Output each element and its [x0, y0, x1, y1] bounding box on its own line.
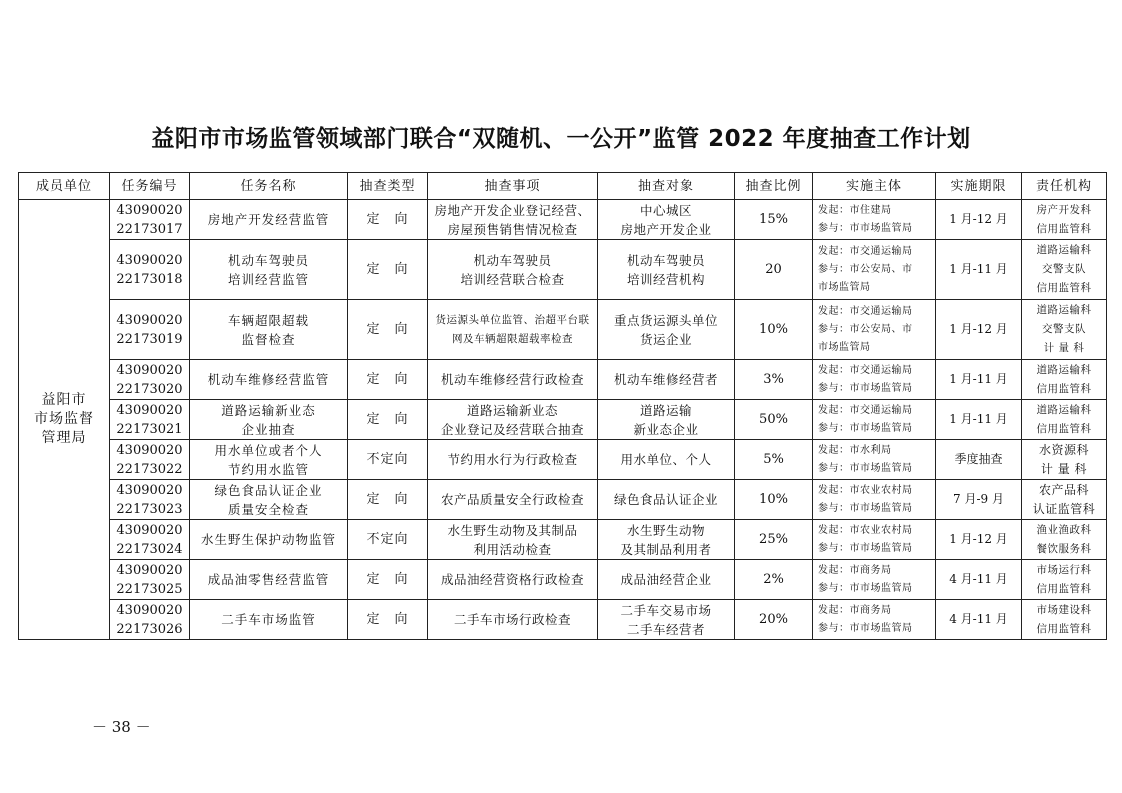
inspection-matter-cell: [428, 200, 598, 240]
implementing-body-line: 发起：市交通运输局: [818, 364, 913, 376]
implementation-period-cell: 1 月-11 月: [936, 400, 1022, 440]
responsible-org-cell: [1022, 440, 1107, 480]
inspection-matter-line: 节约用水行为行政检查: [447, 452, 578, 467]
inspection-ratio-cell: 20%: [735, 600, 813, 640]
inspection-target-cell: [598, 440, 735, 480]
inspection-ratio-cell: 3%: [735, 360, 813, 400]
inspection-matter-line: 机动车维修经营行政检查: [440, 372, 584, 387]
responsible-org-cell: [1022, 360, 1107, 400]
task-name-cell: [190, 600, 348, 640]
inspection-matter-line: 培训经营联合检查: [460, 271, 565, 287]
inspection-type-cell: 定 向: [348, 600, 428, 640]
task-code-line: 22173025: [116, 581, 183, 597]
task-code-line: 22173019: [116, 331, 183, 347]
implementing-body-line: 参与：市市场监管局: [818, 462, 913, 474]
member-unit-line: 市场监督: [34, 411, 94, 427]
responsible-org-line: 信用监管科: [1036, 382, 1092, 395]
table-row: [19, 360, 1107, 400]
table-row: [19, 400, 1107, 440]
implementing-body-line: 发起：市交通运输局: [818, 245, 913, 257]
task-code-line: 22173021: [116, 421, 183, 437]
implementation-period-cell: 4 月-11 月: [936, 600, 1022, 640]
inspection-type-cell: 不定向: [348, 440, 428, 480]
inspection-matter-line: 房地产开发企业登记经营、: [434, 202, 591, 218]
responsible-org-line: 房产开发科: [1036, 203, 1092, 216]
task-code-cell: [110, 360, 190, 400]
header-cell: 实施期限: [936, 173, 1022, 200]
responsible-org-line: 渔业渔政科: [1036, 523, 1092, 536]
task-code-line: 43090020: [116, 482, 183, 498]
inspection-type-cell: 不定向: [348, 520, 428, 560]
implementing-body-cell: [813, 300, 936, 360]
inspection-target-line: 道路运输: [639, 402, 692, 418]
task-code-line: 22173017: [116, 221, 183, 237]
member-unit-line: 管理局: [41, 430, 87, 446]
implementation-period-cell: 4 月-11 月: [936, 560, 1022, 600]
inspection-matter-line: 货运源头单位监管、治超平台联: [435, 313, 590, 326]
inspection-matter-cell: [428, 560, 598, 600]
inspection-target-line: 用水单位、个人: [620, 452, 712, 467]
task-code-line: 43090020: [116, 252, 183, 268]
implementing-body-line: 参与：市市场监管局: [818, 542, 913, 554]
inspection-matter-line: 二手车市场行政检查: [453, 612, 571, 627]
inspection-target-line: 二手车交易市场: [620, 602, 712, 618]
responsible-org-line: 市场运行科: [1036, 563, 1092, 576]
task-name-line: 机动车驾驶员: [227, 252, 309, 268]
inspection-target-cell: [598, 600, 735, 640]
task-code-line: 43090020: [116, 362, 183, 378]
task-name-cell: [190, 200, 348, 240]
implementing-body-line: 发起：市农业农村局: [818, 524, 913, 536]
inspection-matter-cell: [428, 480, 598, 520]
inspection-type-cell: 定 向: [348, 200, 428, 240]
inspection-target-line: 机动车维修经营者: [613, 372, 718, 387]
inspection-type-cell: 定 向: [348, 560, 428, 600]
task-code-line: 22173023: [116, 501, 183, 517]
inspection-type-cell: 定 向: [348, 360, 428, 400]
inspection-ratio-cell: 5%: [735, 440, 813, 480]
responsible-org-line: 信用监管科: [1036, 282, 1092, 294]
implementing-body-line: 参与：市公安局、市: [818, 323, 913, 335]
task-code-cell: [110, 240, 190, 300]
table-row: [19, 600, 1107, 640]
implementing-body-cell: [813, 200, 936, 240]
implementing-body-line: 参与：市公安局、市: [818, 263, 913, 275]
implementation-period-cell: 7 月-9 月: [936, 480, 1022, 520]
inspection-ratio-cell: 10%: [735, 480, 813, 520]
task-name-line: 房地产开发经营监管: [207, 212, 330, 227]
task-code-cell: [110, 200, 190, 240]
responsible-org-line: 交警支队: [1042, 323, 1086, 335]
responsible-org-line: 道路运输科: [1036, 304, 1092, 316]
inspection-target-line: 中心城区: [639, 202, 692, 218]
inspection-matter-line: 利用活动检查: [473, 541, 552, 557]
task-code-line: 22173022: [116, 461, 183, 477]
task-code-line: 43090020: [116, 562, 183, 578]
task-name-cell: [190, 400, 348, 440]
inspection-matter-cell: [428, 400, 598, 440]
inspection-target-line: 机动车驾驶员: [626, 252, 705, 268]
inspection-target-cell: [598, 360, 735, 400]
task-code-line: 22173024: [116, 541, 183, 557]
table-row: [19, 440, 1107, 480]
inspection-type-cell: 定 向: [348, 480, 428, 520]
task-name-line: 企业抽查: [241, 421, 296, 437]
inspection-ratio-cell: 15%: [735, 200, 813, 240]
implementing-body-line: 发起：市交通运输局: [818, 305, 913, 317]
table-row: [19, 560, 1107, 600]
table-row: [19, 520, 1107, 560]
responsible-org-line: 计 量 科: [1043, 342, 1085, 354]
task-name-line: 绿色食品认证企业: [214, 482, 323, 498]
responsible-org-cell: [1022, 400, 1107, 440]
responsible-org-cell: [1022, 600, 1107, 640]
implementing-body-line: 发起：市水利局: [818, 444, 892, 456]
implementing-body-line: 参与：市市场监管局: [818, 422, 913, 434]
task-code-cell: [110, 480, 190, 520]
header-cell: 成员单位: [19, 173, 110, 200]
responsible-org-line: 信用监管科: [1036, 422, 1092, 435]
inspection-ratio-cell: 50%: [735, 400, 813, 440]
header-cell: 实施主体: [813, 173, 936, 200]
inspection-target-cell: [598, 520, 735, 560]
inspection-target-cell: [598, 300, 735, 360]
responsible-org-line: 水资源科: [1038, 442, 1089, 457]
task-name-cell: [190, 360, 348, 400]
implementing-body-line: 发起：市商务局: [818, 604, 892, 616]
implementing-body-line: 发起：市农业农村局: [818, 484, 913, 496]
inspection-ratio-cell: 20: [735, 240, 813, 300]
inspection-target-cell: [598, 480, 735, 520]
table-row: [19, 240, 1107, 300]
inspection-ratio-cell: 2%: [735, 560, 813, 600]
inspection-matter-line: 机动车驾驶员: [473, 252, 552, 268]
inspection-matter-cell: [428, 360, 598, 400]
task-code-line: 43090020: [116, 442, 183, 458]
implementation-period-cell: 1 月-12 月: [936, 520, 1022, 560]
inspection-matter-cell: [428, 300, 598, 360]
task-name-line: 成品油零售经营监管: [207, 572, 330, 587]
implementing-body-line: 发起：市住建局: [818, 204, 892, 216]
header-cell: 任务名称: [190, 173, 348, 200]
responsible-org-cell: [1022, 480, 1107, 520]
header-cell: 责任机构: [1022, 173, 1107, 200]
task-name-line: 节约用水监管: [227, 461, 309, 477]
responsible-org-line: 道路运输科: [1036, 363, 1092, 376]
task-name-line: 机动车维修经营监管: [207, 372, 330, 387]
implementation-period-cell: 1 月-12 月: [936, 200, 1022, 240]
table-header-row: [19, 173, 1107, 200]
inspection-target-cell: [598, 400, 735, 440]
implementing-body-cell: [813, 400, 936, 440]
implementing-body-line: 参与：市市场监管局: [818, 502, 913, 514]
task-code-line: 43090020: [116, 402, 183, 418]
header-cell: 任务编号: [110, 173, 190, 200]
task-name-line: 监督检查: [241, 331, 296, 347]
inspection-matter-line: 道路运输新业态: [466, 402, 558, 418]
inspection-matter-line: 成品油经营资格行政检查: [440, 572, 584, 587]
inspection-target-cell: [598, 200, 735, 240]
member-unit-line: 益阳市: [41, 392, 87, 408]
table-row: [19, 300, 1107, 360]
responsible-org-cell: [1022, 560, 1107, 600]
implementing-body-cell: [813, 520, 936, 560]
inspection-target-line: 房地产开发企业: [620, 221, 712, 237]
inspection-target-line: 新业态企业: [633, 421, 699, 437]
implementing-body-cell: [813, 600, 936, 640]
inspection-target-line: 二手车经营者: [626, 621, 705, 637]
task-name-line: 道路运输新业态: [221, 402, 316, 418]
task-code-line: 43090020: [116, 202, 183, 218]
inspection-type-cell: 定 向: [348, 240, 428, 300]
inspection-matter-cell: [428, 240, 598, 300]
task-code-cell: [110, 600, 190, 640]
implementing-body-cell: [813, 560, 936, 600]
header-cell: 抽查比例: [735, 173, 813, 200]
inspection-matter-line: 房屋预售销售情况检查: [447, 221, 578, 237]
task-name-line: 水生野生保护动物监管: [200, 532, 336, 547]
task-code-line: 43090020: [116, 602, 183, 618]
inspection-matter-cell: [428, 520, 598, 560]
inspection-target-line: 货运企业: [639, 331, 692, 347]
task-name-line: 培训经营监管: [227, 271, 309, 287]
task-name-line: 用水单位或者个人: [214, 442, 323, 458]
implementing-body-cell: [813, 240, 936, 300]
inspection-target-line: 绿色食品认证企业: [613, 492, 718, 507]
task-code-cell: [110, 520, 190, 560]
responsible-org-line: 道路运输科: [1036, 403, 1092, 416]
inspection-ratio-cell: 10%: [735, 300, 813, 360]
task-code-cell: [110, 400, 190, 440]
implementation-period-cell: 1 月-11 月: [936, 360, 1022, 400]
responsible-org-line: 信用监管科: [1036, 222, 1092, 235]
task-name-cell: [190, 520, 348, 560]
implementation-period-cell: 1 月-12 月: [936, 300, 1022, 360]
implementation-period-cell: 季度抽查: [936, 440, 1022, 480]
task-name-cell: [190, 440, 348, 480]
task-code-cell: [110, 300, 190, 360]
task-name-line: 车辆超限超载: [227, 312, 309, 328]
inspection-matter-cell: [428, 440, 598, 480]
implementing-body-cell: [813, 480, 936, 520]
task-code-line: 22173020: [116, 381, 183, 397]
inspection-matter-line: 企业登记及经营联合抽查: [440, 421, 584, 437]
header-cell: 抽查类型: [348, 173, 428, 200]
responsible-org-line: 信用监管科: [1036, 622, 1092, 635]
implementing-body-line: 发起：市商务局: [818, 564, 892, 576]
inspection-target-cell: [598, 240, 735, 300]
task-code-line: 22173026: [116, 621, 183, 637]
responsible-org-line: 计 量 科: [1040, 461, 1088, 476]
responsible-org-line: 市场建设科: [1036, 603, 1092, 616]
inspection-target-line: 重点货运源头单位: [613, 312, 718, 328]
responsible-org-line: 信用监管科: [1036, 582, 1092, 595]
inspection-target-cell: [598, 560, 735, 600]
task-name-cell: [190, 480, 348, 520]
responsible-org-cell: [1022, 300, 1107, 360]
responsible-org-line: 认证监管科: [1032, 501, 1096, 516]
implementing-body-cell: [813, 360, 936, 400]
implementing-body-line: 参与：市市场监管局: [818, 382, 913, 394]
responsible-org-cell: [1022, 240, 1107, 300]
inspection-target-line: 及其制品利用者: [620, 541, 712, 557]
table-row: [19, 480, 1107, 520]
header-cell: 抽查对象: [598, 173, 735, 200]
inspection-target-line: 成品油经营企业: [620, 572, 712, 587]
inspection-matter-line: 水生野生动物及其制品: [447, 522, 578, 538]
inspection-matter-line: 农产品质量安全行政检查: [440, 492, 584, 507]
task-name-line: 二手车市场监管: [221, 612, 316, 627]
inspection-type-cell: 定 向: [348, 300, 428, 360]
inspection-plan-table: [18, 172, 1107, 640]
implementing-body-line: 参与：市市场监管局: [818, 582, 913, 594]
task-code-line: 22173018: [116, 271, 183, 287]
responsible-org-cell: [1022, 520, 1107, 560]
responsible-org-cell: [1022, 200, 1107, 240]
task-code-cell: [110, 560, 190, 600]
task-name-cell: [190, 300, 348, 360]
task-code-line: 43090020: [116, 312, 183, 328]
page-title: 益阳市市场监管领域部门联合“双随机、一公开”监管 2022 年度抽查工作计划: [151, 126, 971, 152]
implementation-period-cell: 1 月-11 月: [936, 240, 1022, 300]
implementing-body-cell: [813, 440, 936, 480]
task-name-cell: [190, 240, 348, 300]
inspection-ratio-cell: 25%: [735, 520, 813, 560]
member-unit-cell: [19, 200, 110, 640]
inspection-target-line: 培训经营机构: [626, 271, 705, 287]
implementing-body-line: 参与：市市场监管局: [818, 622, 913, 634]
task-code-cell: [110, 440, 190, 480]
task-name-line: 质量安全检查: [227, 501, 309, 517]
implementing-body-line: 参与：市市场监管局: [818, 222, 913, 234]
inspection-target-line: 水生野生动物: [626, 522, 705, 538]
implementing-body-line: 发起：市交通运输局: [818, 404, 913, 416]
responsible-org-line: 农产品科: [1038, 482, 1089, 497]
implementing-body-line: 市场监管局: [818, 341, 871, 353]
page-number: － 38 －: [92, 718, 151, 736]
inspection-type-cell: 定 向: [348, 400, 428, 440]
header-cell: 抽查事项: [428, 173, 598, 200]
responsible-org-line: 交警支队: [1042, 263, 1086, 275]
implementing-body-line: 市场监管局: [818, 281, 871, 293]
inspection-matter-line: 网及车辆超限超载率检查: [452, 332, 573, 345]
inspection-matter-cell: [428, 600, 598, 640]
responsible-org-line: 道路运输科: [1036, 244, 1092, 256]
table-row: [19, 200, 1107, 240]
responsible-org-line: 餐饮服务科: [1036, 542, 1092, 555]
task-code-line: 43090020: [116, 522, 183, 538]
task-name-cell: [190, 560, 348, 600]
